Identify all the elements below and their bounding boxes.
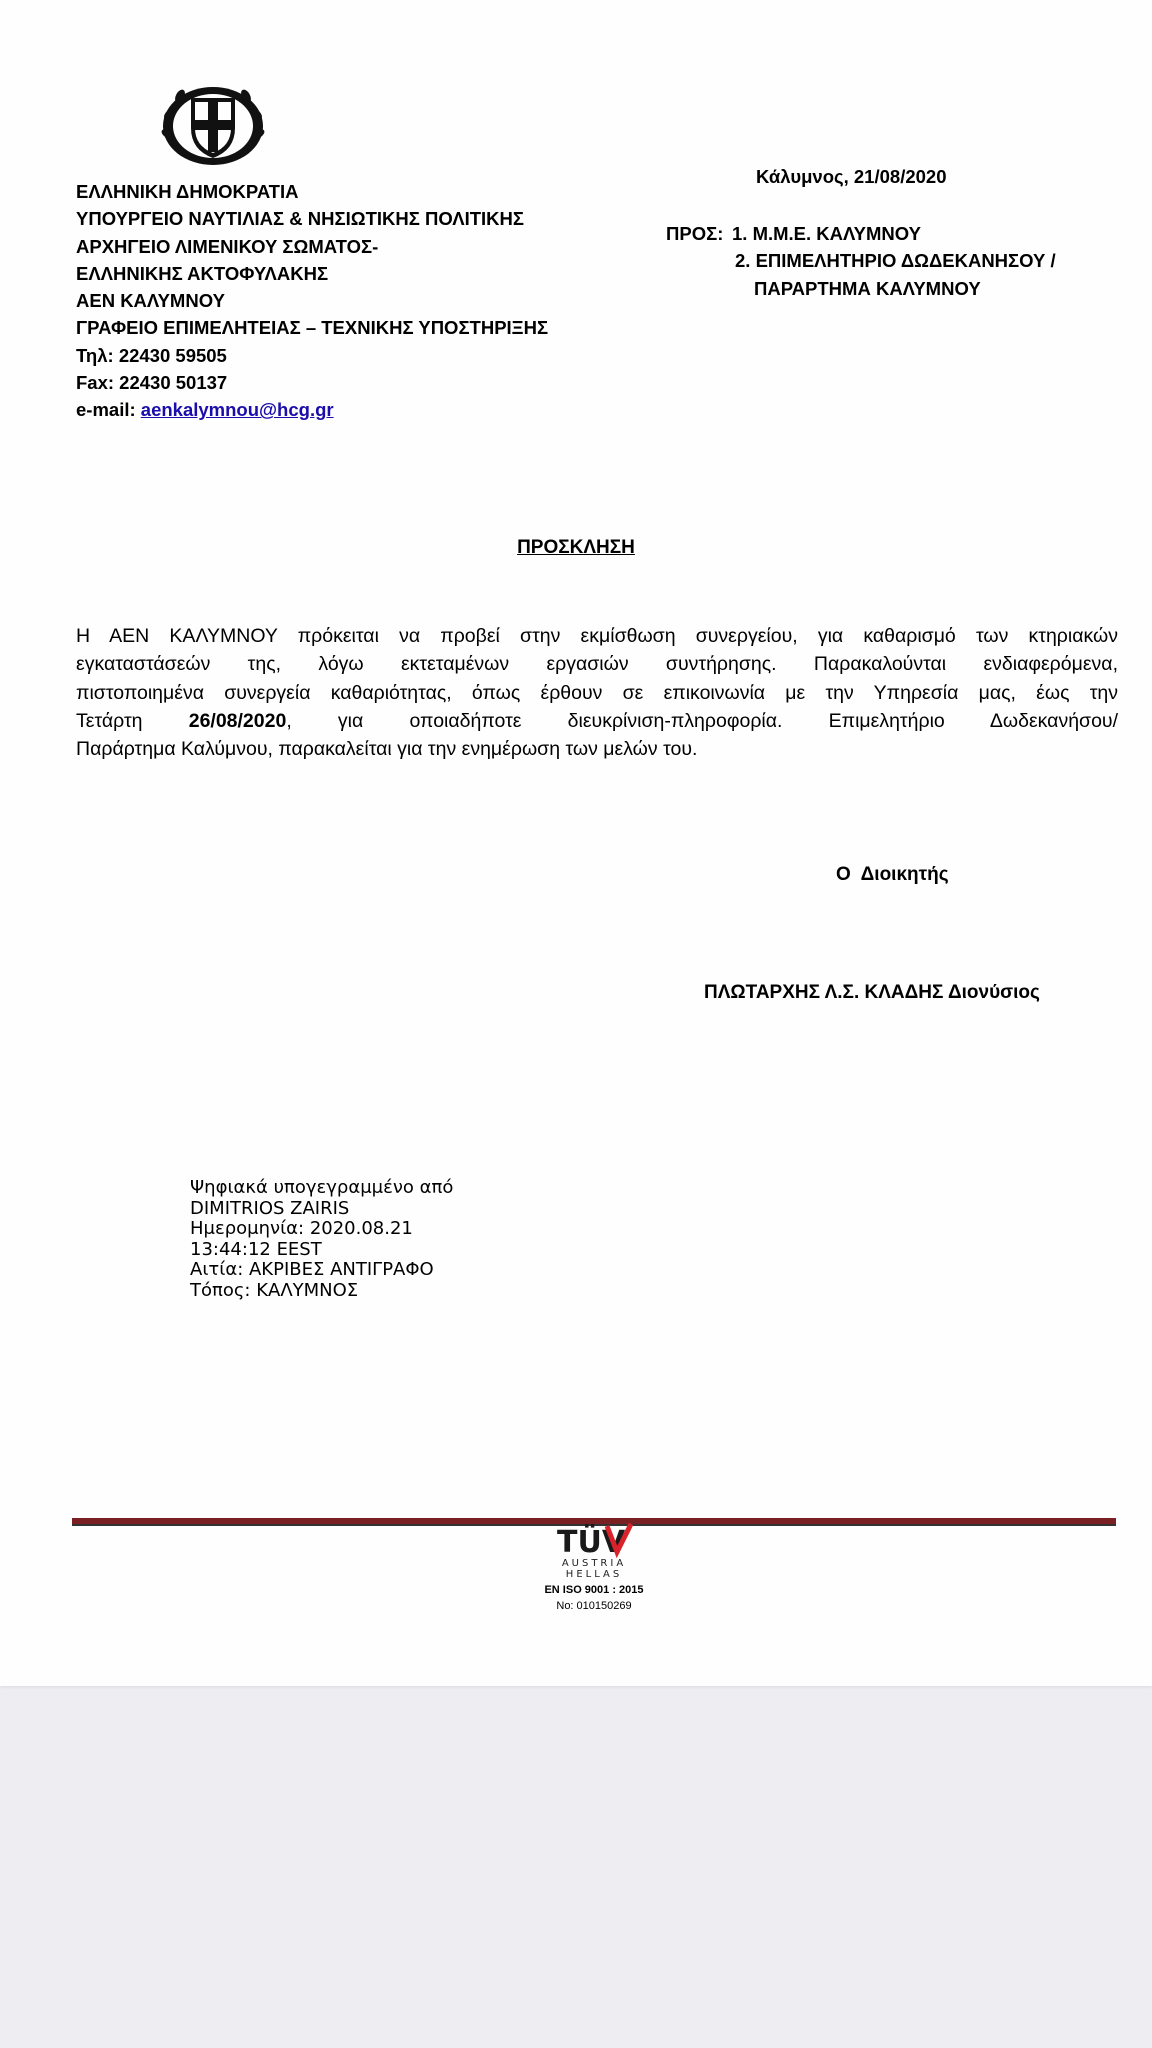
sender-block bbox=[76, 178, 636, 424]
sender-line: ΕΛΛΗΝΙΚΗ ΔΗΜΟΚΡΑΤΙΑ bbox=[76, 181, 299, 202]
body-line: Η ΑΕΝ ΚΑΛΥΜΝΟΥ πρόκειται να προβεί στην εκμίσθωση συνεργείου, για καθαρισμό των κτηριακών bbox=[76, 625, 1118, 647]
recipient-1: 1. Μ.Μ.Ε. ΚΑΛΥΜΝΟΥ bbox=[732, 223, 921, 244]
recipient-line bbox=[666, 220, 1056, 247]
body-line: εγκαταστάσεών της, λόγω εκτεταμένων εργασιών συντήρησης. Παρακαλούνται ενδιαφερόμενα, bbox=[76, 653, 1118, 676]
greek-coat-of-arms-icon bbox=[160, 84, 266, 168]
sender-phone: Τηλ: 22430 59505 bbox=[76, 344, 227, 366]
signature-line: DIMITRIOS ZAIRIS bbox=[190, 1197, 350, 1219]
sender-line: ΥΠΟΥΡΓΕΙΟ ΝΑΥΤΙΛΙΑΣ & ΝΗΣΙΩΤΙΚΗΣ ΠΟΛΙΤΙΚΗΣ bbox=[76, 208, 524, 230]
recipients-label: ΠΡΟΣ: bbox=[666, 223, 724, 244]
logo-sub-2: HELLAS bbox=[565, 1569, 623, 1580]
document-title: ΠΡΟΣΚΛΗΣΗ bbox=[517, 537, 635, 558]
body-text-post: , για οποιαδήποτε διευκρίνιση-πληροφορία. Επιμελητήριο Δωδεκανήσου/ bbox=[286, 709, 1118, 732]
signature-line: Τόπος: ΚΑΛΥΜΝΟΣ bbox=[190, 1279, 359, 1301]
date-line: Κάλυμνος, 21/08/2020 bbox=[756, 166, 947, 187]
signature-line: Αιτία: ΑΚΡΙΒΕΣ ΑΝΤΙΓΡΑΦΟ bbox=[190, 1259, 434, 1280]
signer-name: ΠΛΩΤΑΡΧΗΣ Λ.Σ. ΚΛΑΔΗΣ Διονύσιος bbox=[704, 982, 1040, 1003]
body-line: Παράρτημα Καλύμνου, παρακαλείται για την ενημέρωση των μελών του. bbox=[76, 738, 698, 761]
tuv-logo-icon bbox=[555, 1522, 633, 1558]
body-paragraph bbox=[76, 622, 1118, 763]
sender-line: ΑΡΧΗΓΕΙΟ ΛΙΜΕΝΙΚΟΥ ΣΩΜΑΤΟΣ- bbox=[76, 235, 379, 257]
signature-line: Ψηφιακά υπογεγραμμένο από bbox=[190, 1177, 454, 1198]
recipient-2: 2. ΕΠΙΜΕΛΗΤΗΡΙΟ ΔΩΔΕΚΑΝΗΣΟΥ / bbox=[735, 250, 1056, 272]
body-line: πιστοποιημένα συνεργεία καθαριότητας, όπως έρθουν σε επικοινωνία με την Υπηρεσία μας, έως την bbox=[76, 681, 1118, 704]
tuv-logo-text: TÜV bbox=[557, 1525, 626, 1558]
email-link[interactable]: aenkalymnou@hcg.gr bbox=[140, 399, 334, 421]
sender-line: ΕΛΛΗΝΙΚΗΣ ΑΚΤΟΦΥΛΑΚΗΣ bbox=[76, 262, 329, 284]
signature-line: 13:44:12 EEST bbox=[190, 1238, 322, 1260]
sender-line: ΓΡΑΦΕΙΟ ΕΠΙΜΕΛΗΤΕΙΑΣ – ΤΕΧΝΙΚΗΣ ΥΠΟΣΤΗΡΙΞΗΣ bbox=[76, 317, 549, 339]
recipient-2-cont: ΠΑΡΑΡΤΗΜΑ ΚΑΛΥΜΝΟΥ bbox=[754, 277, 981, 299]
email-label: e-mail: bbox=[76, 399, 141, 421]
certification-logo bbox=[536, 1522, 652, 1612]
deadline-date: 26/08/2020 bbox=[188, 709, 287, 732]
signature-line: Ημερομηνία: 2020.08.21 bbox=[190, 1218, 413, 1239]
iso-standard: EN ISO 9001 : 2015 bbox=[544, 1584, 644, 1596]
digital-signature-block bbox=[190, 1178, 453, 1301]
body-text-pre: Τετάρτη bbox=[76, 709, 189, 732]
sender-line: ΑΕΝ ΚΑΛΥΜΝΟΥ bbox=[76, 290, 225, 312]
certificate-number: No: 010150269 bbox=[556, 1600, 632, 1612]
body-line bbox=[76, 707, 1118, 735]
logo-sub-1: AUSTRIA bbox=[561, 1558, 627, 1569]
sender-fax: Fax: 22430 50137 bbox=[76, 372, 228, 394]
sender-email-line bbox=[76, 396, 636, 423]
signer-title: Ο Διοικητής bbox=[836, 864, 949, 885]
recipients-block bbox=[666, 220, 1056, 302]
